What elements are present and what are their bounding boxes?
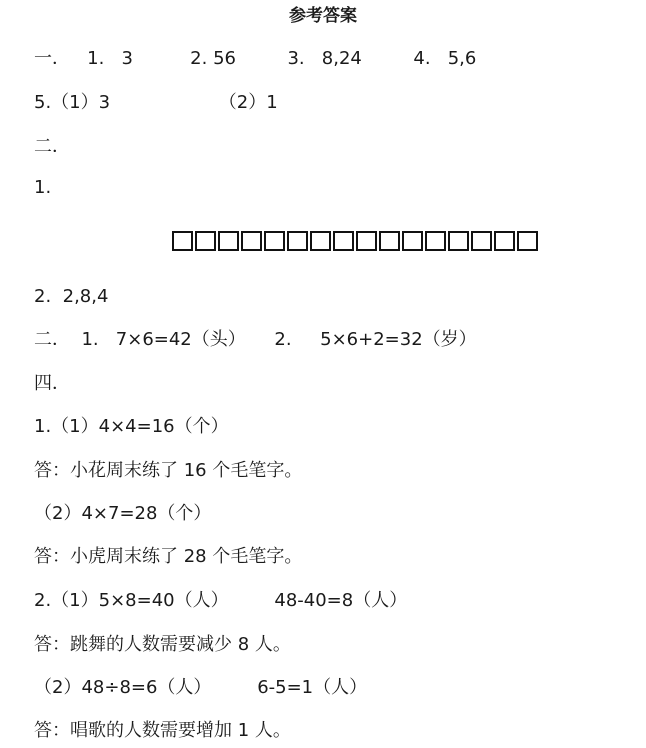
section-heading-4: 四． [34, 373, 70, 394]
answer-box [425, 231, 446, 251]
answer-line-16: 答：唱歌的人数需要增加 1 人。 [34, 720, 291, 741]
answer-box [287, 231, 308, 251]
page-title: 参考答案 [289, 6, 357, 26]
answer-box [333, 231, 354, 251]
answer-box-row [172, 231, 540, 251]
answer-line-2: 5.（1）3 （2）1 [34, 92, 278, 113]
answer-box [517, 231, 538, 251]
answer-box [241, 231, 262, 251]
answer-line-9: 1.（1）4×4=16（个） [34, 416, 229, 437]
answer-line-1: 一． 1. 3 2. 56 3. 8,24 4. 5,6 [34, 48, 477, 69]
answer-box [172, 231, 193, 251]
answer-box [310, 231, 331, 251]
answer-box [195, 231, 216, 251]
answer-box [494, 231, 515, 251]
answer-line-11: （2）4×7=28（个） [34, 503, 212, 524]
answer-box [356, 231, 377, 251]
answer-line-15: （2）48÷8=6（人） 6-5=1（人） [34, 677, 368, 698]
answer-box [471, 231, 492, 251]
answer-line-7: 二． 1. 7×6=42（头） 2. 5×6+2=32（岁） [34, 329, 477, 350]
section-heading-2: 二． [34, 136, 70, 157]
answer-box [218, 231, 239, 251]
answer-box [448, 231, 469, 251]
answer-line-13: 2.（1）5×8=40（人） 48-40=8（人） [34, 590, 408, 611]
answer-line-4: 1. [34, 177, 52, 198]
answer-line-6: 2. 2,8,4 [34, 286, 109, 307]
answer-line-10: 答：小花周末练了 16 个毛笔字。 [34, 460, 303, 481]
answer-box [402, 231, 423, 251]
answer-box [379, 231, 400, 251]
answer-line-12: 答：小虎周末练了 28 个毛笔字。 [34, 546, 303, 567]
answer-line-14: 答：跳舞的人数需要减少 8 人。 [34, 634, 291, 655]
answer-box [264, 231, 285, 251]
